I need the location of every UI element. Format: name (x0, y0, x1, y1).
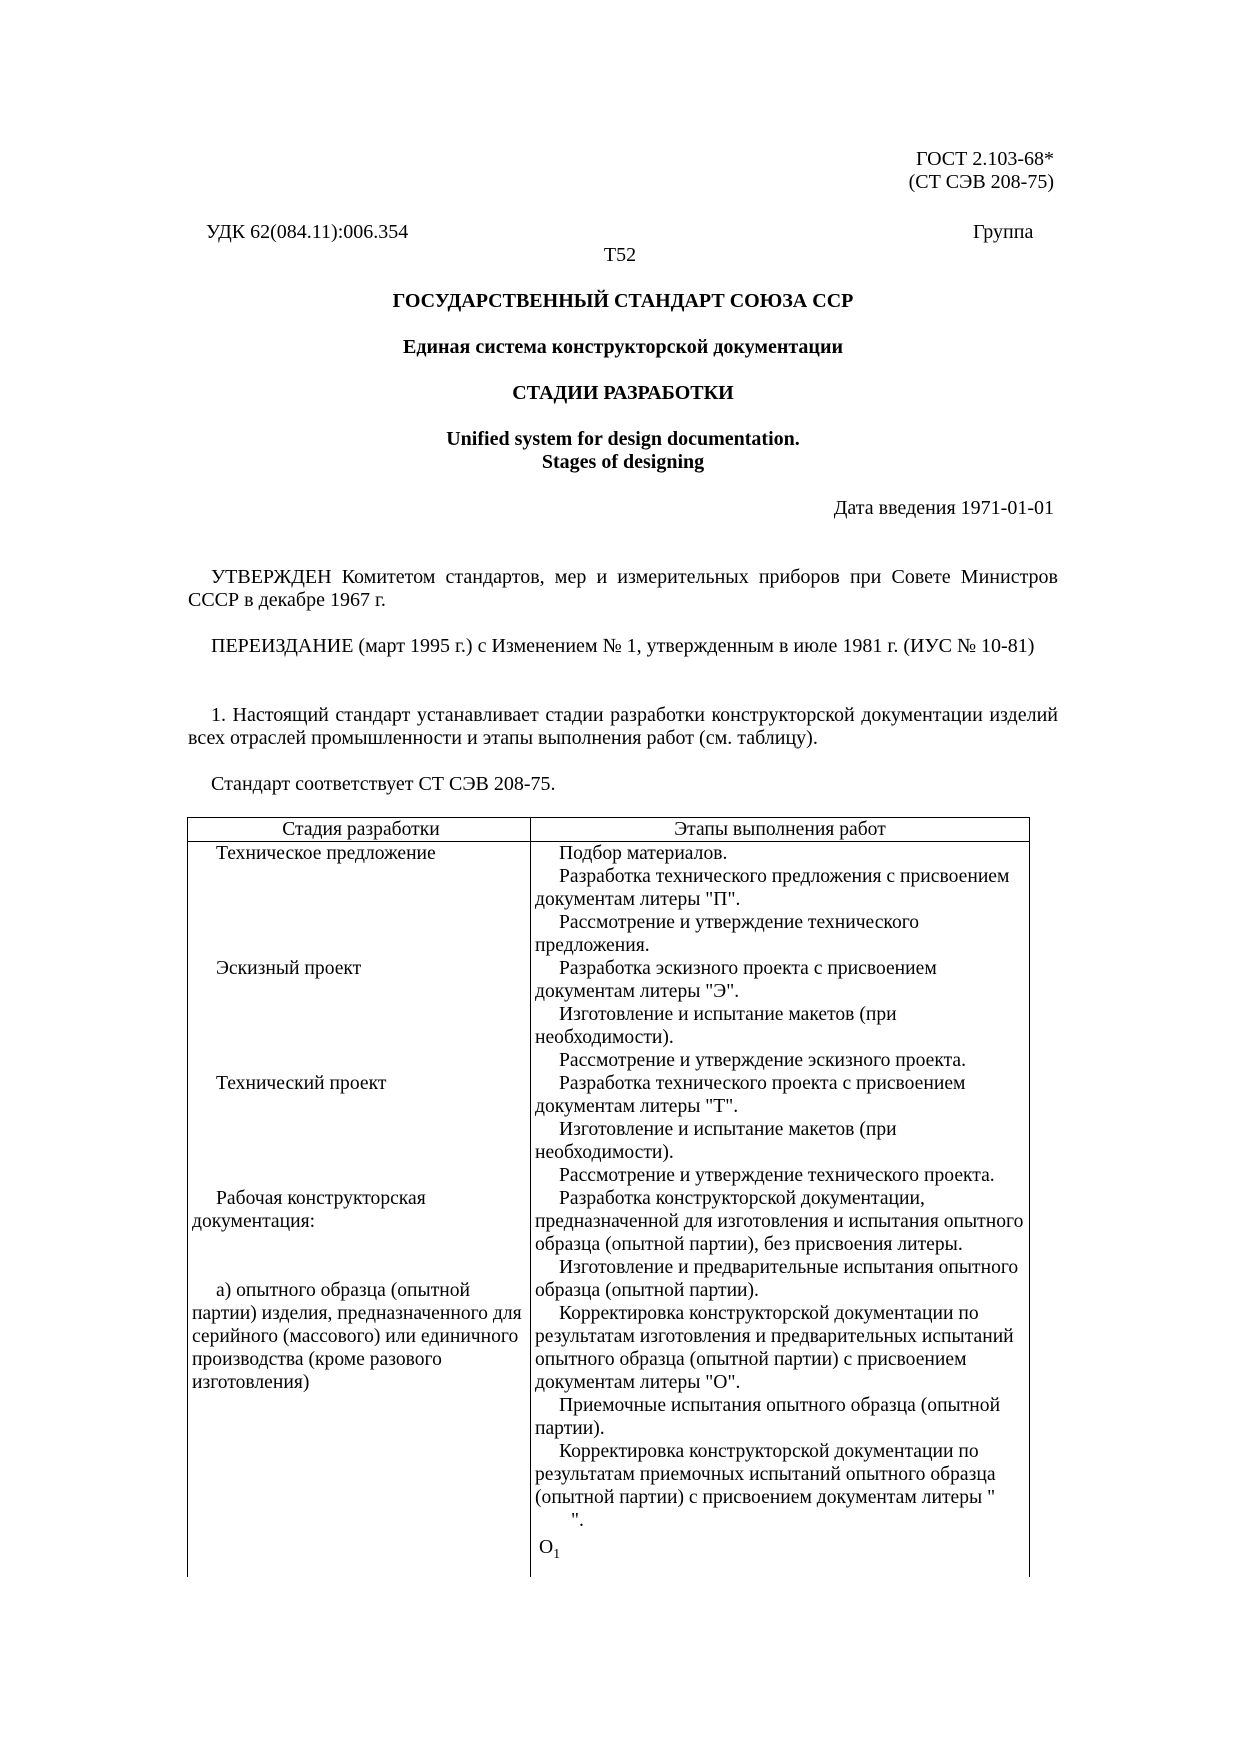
stage-technical-proposal: Техническое предложение (216, 843, 436, 864)
step-item-ending: ". (571, 1510, 584, 1531)
english-title-line-2: Stages of designing (541, 451, 705, 473)
gost-number: ГОСТ 2.103-68* (916, 148, 1054, 170)
steps-column (531, 842, 1030, 1578)
approved-paragraph: УТВЕРЖДЕН Комитетом стандартов, мер и измерительных приборов при Совете Министров СССР в декабре 1967 г. (188, 566, 1058, 611)
subject-title: СТАДИИ РАЗРАБОТКИ (512, 382, 734, 404)
sev-number: (СТ СЭВ 208-75) (908, 171, 1054, 193)
step-item: Изготовление и предварительные испытания опытного образца (опытной партии). (535, 1257, 1019, 1301)
step-item: Корректировка конструкторской документации по результатам приемочных испытаний опытного образца (опытной партии) с присвоением документам литеры " (535, 1441, 996, 1508)
system-title: Единая система конструкторской документации (403, 336, 843, 358)
udk-code: УДК 62(084.11):006.354 (206, 221, 409, 243)
state-standard-title: ГОСУДАРСТВЕННЫЙ СТАНДАРТ СОЮЗА ССР (392, 290, 854, 312)
step-item: Рассмотрение и утверждение эскизного проекта. (559, 1050, 966, 1071)
reissue-paragraph: ПЕРЕИЗДАНИЕ (март 1995 г.) с Изменением № 1, утвержденным в июле 1981 г. (ИУС № 10-81) (211, 635, 1035, 657)
group-label: Группа (973, 221, 1034, 243)
compliance-paragraph: Стандарт соответствует СТ СЭВ 208-75. (211, 773, 556, 795)
step-item: Подбор материалов. (559, 843, 728, 864)
step-item: Разработка эскизного проекта с присвоением документам литеры "Э". (535, 958, 937, 1002)
stage-prototype: а) опытного образца (опытной партии) изделия, предназначенного для серийного (массового) или единичного производства (кроме разового изготовления) (192, 1280, 522, 1393)
step-item: Разработка технического проекта с присвоением документам литеры "Т". (535, 1073, 966, 1117)
stage-technical-design: Технический проект (216, 1073, 387, 1094)
table-header-row (188, 818, 1030, 842)
group-code: Т52 (603, 244, 637, 266)
column-header-stage: Стадия разработки (188, 818, 531, 842)
column-header-steps: Этапы выполнения работ (531, 818, 1030, 842)
step-item: Изготовление и испытание макетов (при необходимости). (535, 1004, 897, 1048)
english-title (188, 428, 1058, 474)
step-item: Приемочные испытания опытного образца (опытной партии). (535, 1395, 1001, 1439)
clause-1-paragraph: 1. Настоящий стандарт устанавливает стадии разработки конструкторской документации изделий всех отраслей промышленности и этапы выполнения работ (см. таблицу). (188, 704, 1058, 749)
step-item: Корректировка конструкторской документации по результатам изготовления и предварительных испытаний опытного образца (опытной партии) с присвоением документам литеры "О". (535, 1303, 1014, 1393)
table-row (188, 842, 1030, 1578)
step-item: Изготовление и испытание макетов (при необходимости). (535, 1119, 897, 1163)
stage-working-documentation: Рабочая конструкторская документация: (192, 1188, 426, 1232)
stage-draft-design: Эскизный проект (216, 958, 362, 979)
step-item: Рассмотрение и утверждение технического проекта. (559, 1165, 995, 1186)
stages-table (187, 817, 1030, 1577)
gost-designation (760, 148, 1054, 194)
english-title-line-1: Unified system for design documentation. (446, 428, 800, 450)
litera-o1: $О_1$ (539, 1537, 561, 1562)
step-item: Разработка конструкторской документации, предназначенной для изготовления и испытания опытного образца (опытной партии), без присвоения литеры. (535, 1188, 1024, 1255)
step-item: Рассмотрение и утверждение технического предложения. (535, 912, 920, 956)
stage-column (188, 842, 531, 1578)
step-item: Разработка технического предложения с присвоением документам литеры "П". (535, 866, 1010, 910)
introduction-date: Дата введения 1971-01-01 (833, 497, 1054, 519)
